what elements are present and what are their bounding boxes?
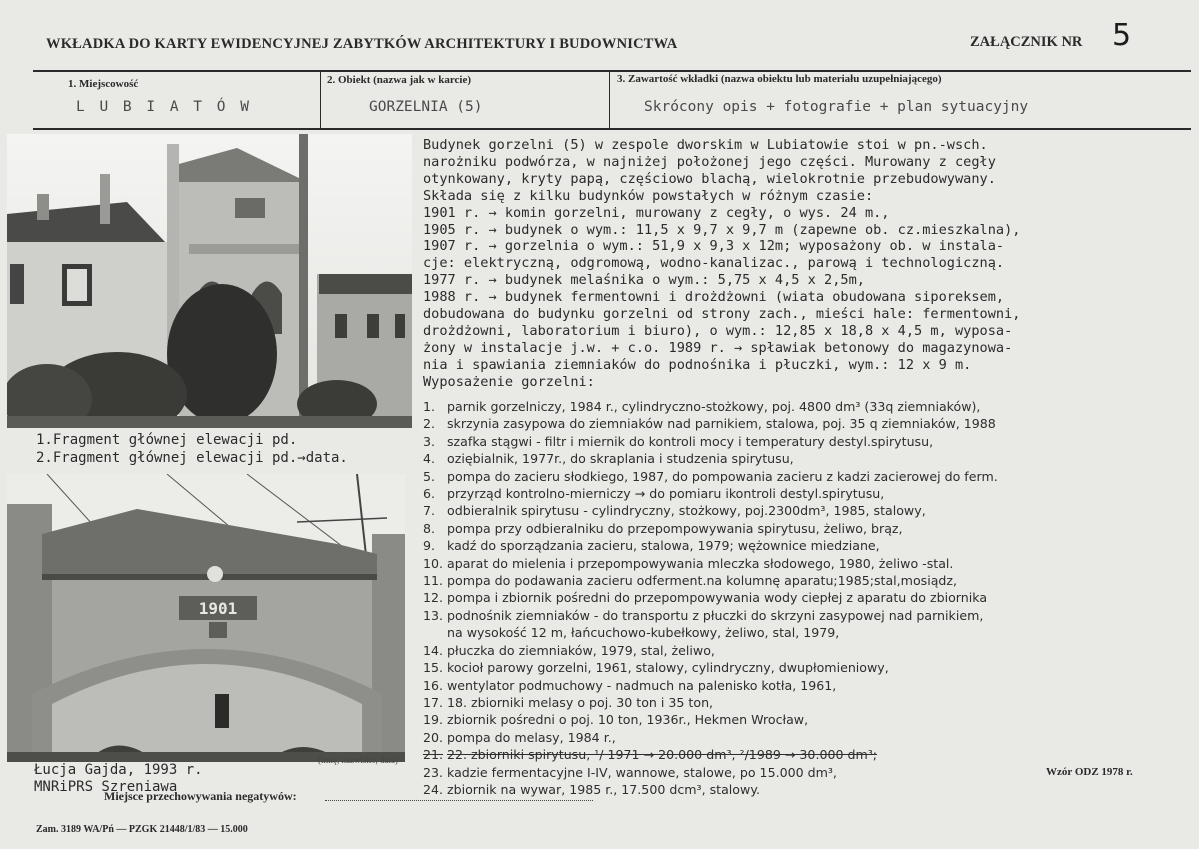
description-line: cje: elektryczną, odgromową, wodno-kanalizac., parową i technologiczną. xyxy=(423,255,1005,272)
locality-label: 1. Miejscowość xyxy=(68,78,139,90)
caption-2: 2.Fragment głównej elewacji pd.→data. xyxy=(36,450,348,466)
header-bottom-rule xyxy=(33,128,1191,130)
description-text xyxy=(423,137,1171,391)
photo-2-date-plaque xyxy=(7,474,405,762)
list-item: 14. płuczka do ziemniaków, 1979, stal, żeliwo, xyxy=(423,642,715,658)
list-item: 23. kadzie fermentacyjne I-IV, wannowe, stalowe, po 15.000 dm³, xyxy=(423,764,837,780)
description-line: Wyposażenie gorzelni: xyxy=(423,373,595,390)
list-item: 13. podnośnik ziemniaków - do transportu z płuczki do skrzyni zasypowej nad parnikiem, xyxy=(423,607,984,623)
description-line: Budynek gorzelni (5) w zespole dworskim w Lubiatowie stoi w pn.-wsch. xyxy=(423,137,988,153)
photo-captions xyxy=(36,431,348,467)
list-item: 20. pompa do melasy, 1984 r., xyxy=(423,729,616,745)
list-item: 16. wentylator podmuchowy - nadmuch na palenisko kotła, 1961, xyxy=(423,677,837,693)
list-item: 10. aparat do mielenia i przepompowywania mleczka słodowego, 1980, żeliwo -stal. xyxy=(423,555,954,571)
attachment-label: ZAŁĄCZNIK NR xyxy=(970,34,1083,50)
list-item: 7. odbieralnik spirytusu - cylindryczny, stożkowy, poj.2300dm³, 1985, stalowy, xyxy=(423,503,926,519)
date-plaque-text: 1901 xyxy=(198,599,238,618)
object-label: 2. Obiekt (nazwa jak w karcie) xyxy=(327,74,472,86)
list-item: 17. 18. zbiorniki melasy o poj. 30 ton i 35 ton, xyxy=(423,694,714,710)
list-item: 11. pompa do podawania zacieru odferment.na kolumnę aparatu;1985;stal,mosiądz, xyxy=(423,573,958,589)
print-order: Zam. 3189 WA/Pń — PZGK 21448/1/83 — 15.000 xyxy=(36,824,248,835)
list-item: 12. pompa i zbiornik pośredni do przepompowywania wody ciepłej z aparatu do zbiornika xyxy=(423,590,988,606)
list-item: na wysokość 12 m, łańcuchowo-kubełkowy, żeliwo, stal, 1979, xyxy=(447,625,840,641)
list-item: 5. pompa do zacieru słodkiego, 1987, do pompowania zacieru z kadzi zacierowej do ferm. xyxy=(423,468,998,484)
list-item: 4. oziębialnik, 1977r., do skraplania i studzenia spirytusu, xyxy=(423,451,794,467)
description-line: 1907 r. → gorzelnia o wym.: 51,9 x 9,3 x 12m; wyposażony ob. w instala- xyxy=(423,238,1005,255)
list-item: 6. przyrząd kontrolno-mierniczy → do pomiaru ikontroli destyl.spirytusu, xyxy=(423,486,885,502)
description-line: drożdżowni, laboratorium i biuro), o wym.: 12,85 x 18,8 x 4,5 m, wyposa- xyxy=(423,322,1013,339)
list-item: 19. zbiornik pośredni o poj. 10 ton, 1936r., Hekmen Wrocław, xyxy=(423,712,809,728)
description-line: nia i spawiania ziemniaków do podnośnika i płuczki, wym.: 12 x 9 m. xyxy=(423,356,972,373)
list-item: 21. 22. zbiorniki spirytusu, ¹/ 1971 → 20.000 dm³, ²/1989 → 30.000 dm³; xyxy=(423,747,878,763)
list-item: 2. skrzynia zasypowa do ziemniaków nad parnikiem, stalowa, poj. 35 q ziemniaków, 1988 xyxy=(423,416,996,432)
description-line: żony w instalacje j.w. + c.o. 1989 r. → spławiak betonowy do magazynowa- xyxy=(423,339,1013,356)
caption-1: 1.Fragment głównej elewacji pd. xyxy=(36,432,298,448)
contents-label: 3. Zawartość wkładki (nazwa obiektu lub materiału uzupełniającego) xyxy=(617,73,942,85)
locality-value: L U B I A T Ó W xyxy=(76,99,252,115)
description-line: otynkowany, kryty papą, częściowo blachą, wielokrotnie przebudowywany. xyxy=(423,170,996,187)
column-divider-2 xyxy=(609,70,610,130)
top-rule xyxy=(33,70,1191,72)
list-item: 9. kadź do sporządzania zacieru, stalowa, 1979; wężownice miedziane, xyxy=(423,538,880,554)
description-line: 1977 r. → budynek melaśnika o wym.: 5,75 x 4,5 x 2,5m, xyxy=(423,272,865,289)
form-model: Wzór ODZ 1978 r. xyxy=(1046,766,1133,778)
list-item: 15. kocioł parowy gorzelni, 1961, stalowy, cylindryczny, dwupłomieniowy, xyxy=(423,660,889,676)
description-line: 1988 r. → budynek fermentowni i drożdżowni (wiata obudowana siporeksem, xyxy=(423,289,1005,306)
list-item: 24. zbiornik na wywar, 1985 r., 17.500 dcm³, stalowy. xyxy=(423,781,760,797)
equipment-list xyxy=(423,398,1183,798)
list-item: 8. pompa przy odbieralniku do przepompowywania spirytusu, żeliwo, brąz, xyxy=(423,520,903,536)
column-divider-1 xyxy=(320,70,321,130)
description-line: narożniku podwórza, w najniżej położonej jego części. Murowany z cegły xyxy=(423,153,996,170)
description-line: Składa się z kilku budynków powstałych w różnym czasie: xyxy=(423,187,874,204)
description-line: 1901 r. → komin gorzelni, murowany z cegły, o wys. 24 m., xyxy=(423,204,890,221)
institution: MNRiPRS Szreniawa xyxy=(34,779,178,795)
author-date: Łucja Gajda, 1993 r. xyxy=(34,762,203,778)
list-item: 3. szafka stągwi - filtr i miernik do kontroli mocy i temperatury destyl.spirytusu, xyxy=(423,433,934,449)
photo-1-elevation xyxy=(7,134,412,428)
negatives-location-line xyxy=(325,800,593,801)
sheet-title: WKŁADKA DO KARTY EWIDENCYJNEJ ZABYTKÓW ARCHITEKTURY I BUDOWNICTWA xyxy=(46,36,678,52)
attachment-number: 5 xyxy=(1112,18,1132,53)
author-field-hint: (imię, nazwisko, data) xyxy=(318,755,398,765)
list-item: 1. parnik gorzelniczy, 1984 r., cylindryczno-stożkowy, poj. 4800 dm³ (33q ziemniaków), xyxy=(423,399,981,414)
description-line: dobudowana do budynku gorzelni od strony zach., mieści hale: fermentowni, xyxy=(423,306,1021,323)
negatives-location-label: Miejsce przechowywania negatywów: xyxy=(104,789,297,803)
description-line: 1905 r. → budynek o wym.: 11,5 x 9,7 x 9,7 m (zapewne ob. cz.mieszkalna), xyxy=(423,221,1021,238)
object-value: GORZELNIA (5) xyxy=(369,99,483,115)
contents-value: Skrócony opis + fotografie + plan sytuacyjny xyxy=(644,99,1029,115)
